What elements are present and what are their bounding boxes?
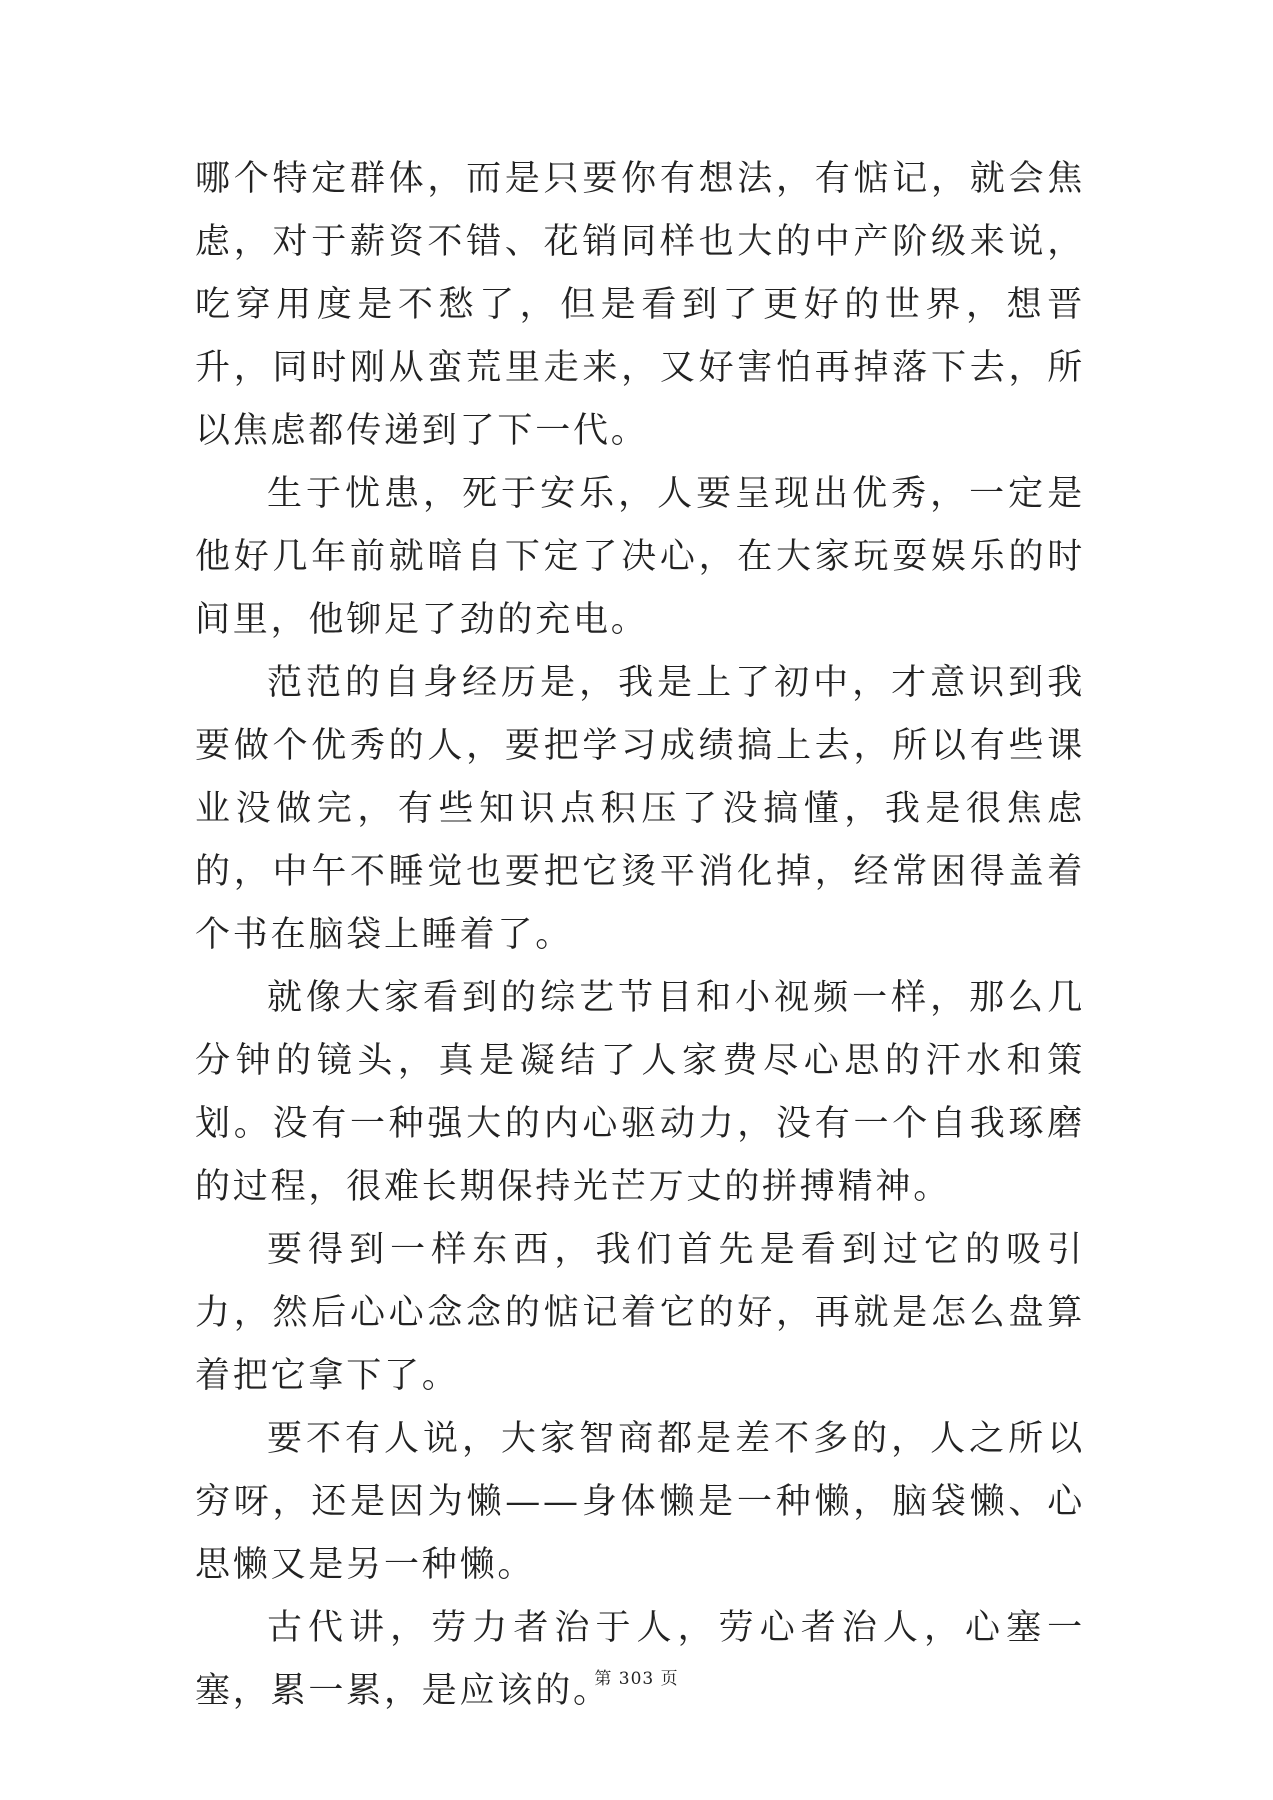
paragraph-5: 要得到一样东西，我们首先是看到过它的吸引力，然后心心念念的惦记着它的好，再就是怎么盘算着把它拿下了。 [195, 1230, 1085, 1396]
paragraph-6: 要不有人说，大家智商都是差不多的，人之所以穷呀，还是因为懒——身体懒是一种懒，脑袋懒、心思懒又是另一种懒。 [195, 1419, 1085, 1585]
paragraph-2: 生于忧患，死于安乐，人要呈现出优秀，一定是他好几年前就暗自下定了决心，在大家玩耍娱乐的时间里，他铆足了劲的充电。 [195, 474, 1085, 640]
paragraph-1: 哪个特定群体，而是只要你有想法，有惦记，就会焦虑，对于薪资不错、花销同样也大的中产阶级来说，吃穿用度是不愁了，但是看到了更好的世界，想晋升，同时刚从蛮荒里走来，又好害怕再掉落下去，所以焦虑都传递到了下一代。 [195, 159, 1085, 451]
paragraph-7: 古代讲，劳力者治于人，劳心者治人，心塞一塞，累一累，是应该的。 [195, 1608, 1085, 1711]
paragraph-4: 就像大家看到的综艺节目和小视频一样，那么几分钟的镜头，真是凝结了人家费尽心思的汗水和策划。没有一种强大的内心驱动力，没有一个自我琢磨的过程，很难长期保持光芒万丈的拼搏精神。 [195, 978, 1085, 1207]
paragraph-3: 范范的自身经历是，我是上了初中，才意识到我要做个优秀的人，要把学习成绩搞上去，所以有些课业没做完，有些知识点积压了没搞懂，我是很焦虑的，中午不睡觉也要把它烫平消化掉，经常困得盖着个书在脑袋上睡着了。 [195, 663, 1085, 955]
page-number: 第 303 页 [594, 1669, 679, 1689]
body-text [195, 148, 1085, 1723]
